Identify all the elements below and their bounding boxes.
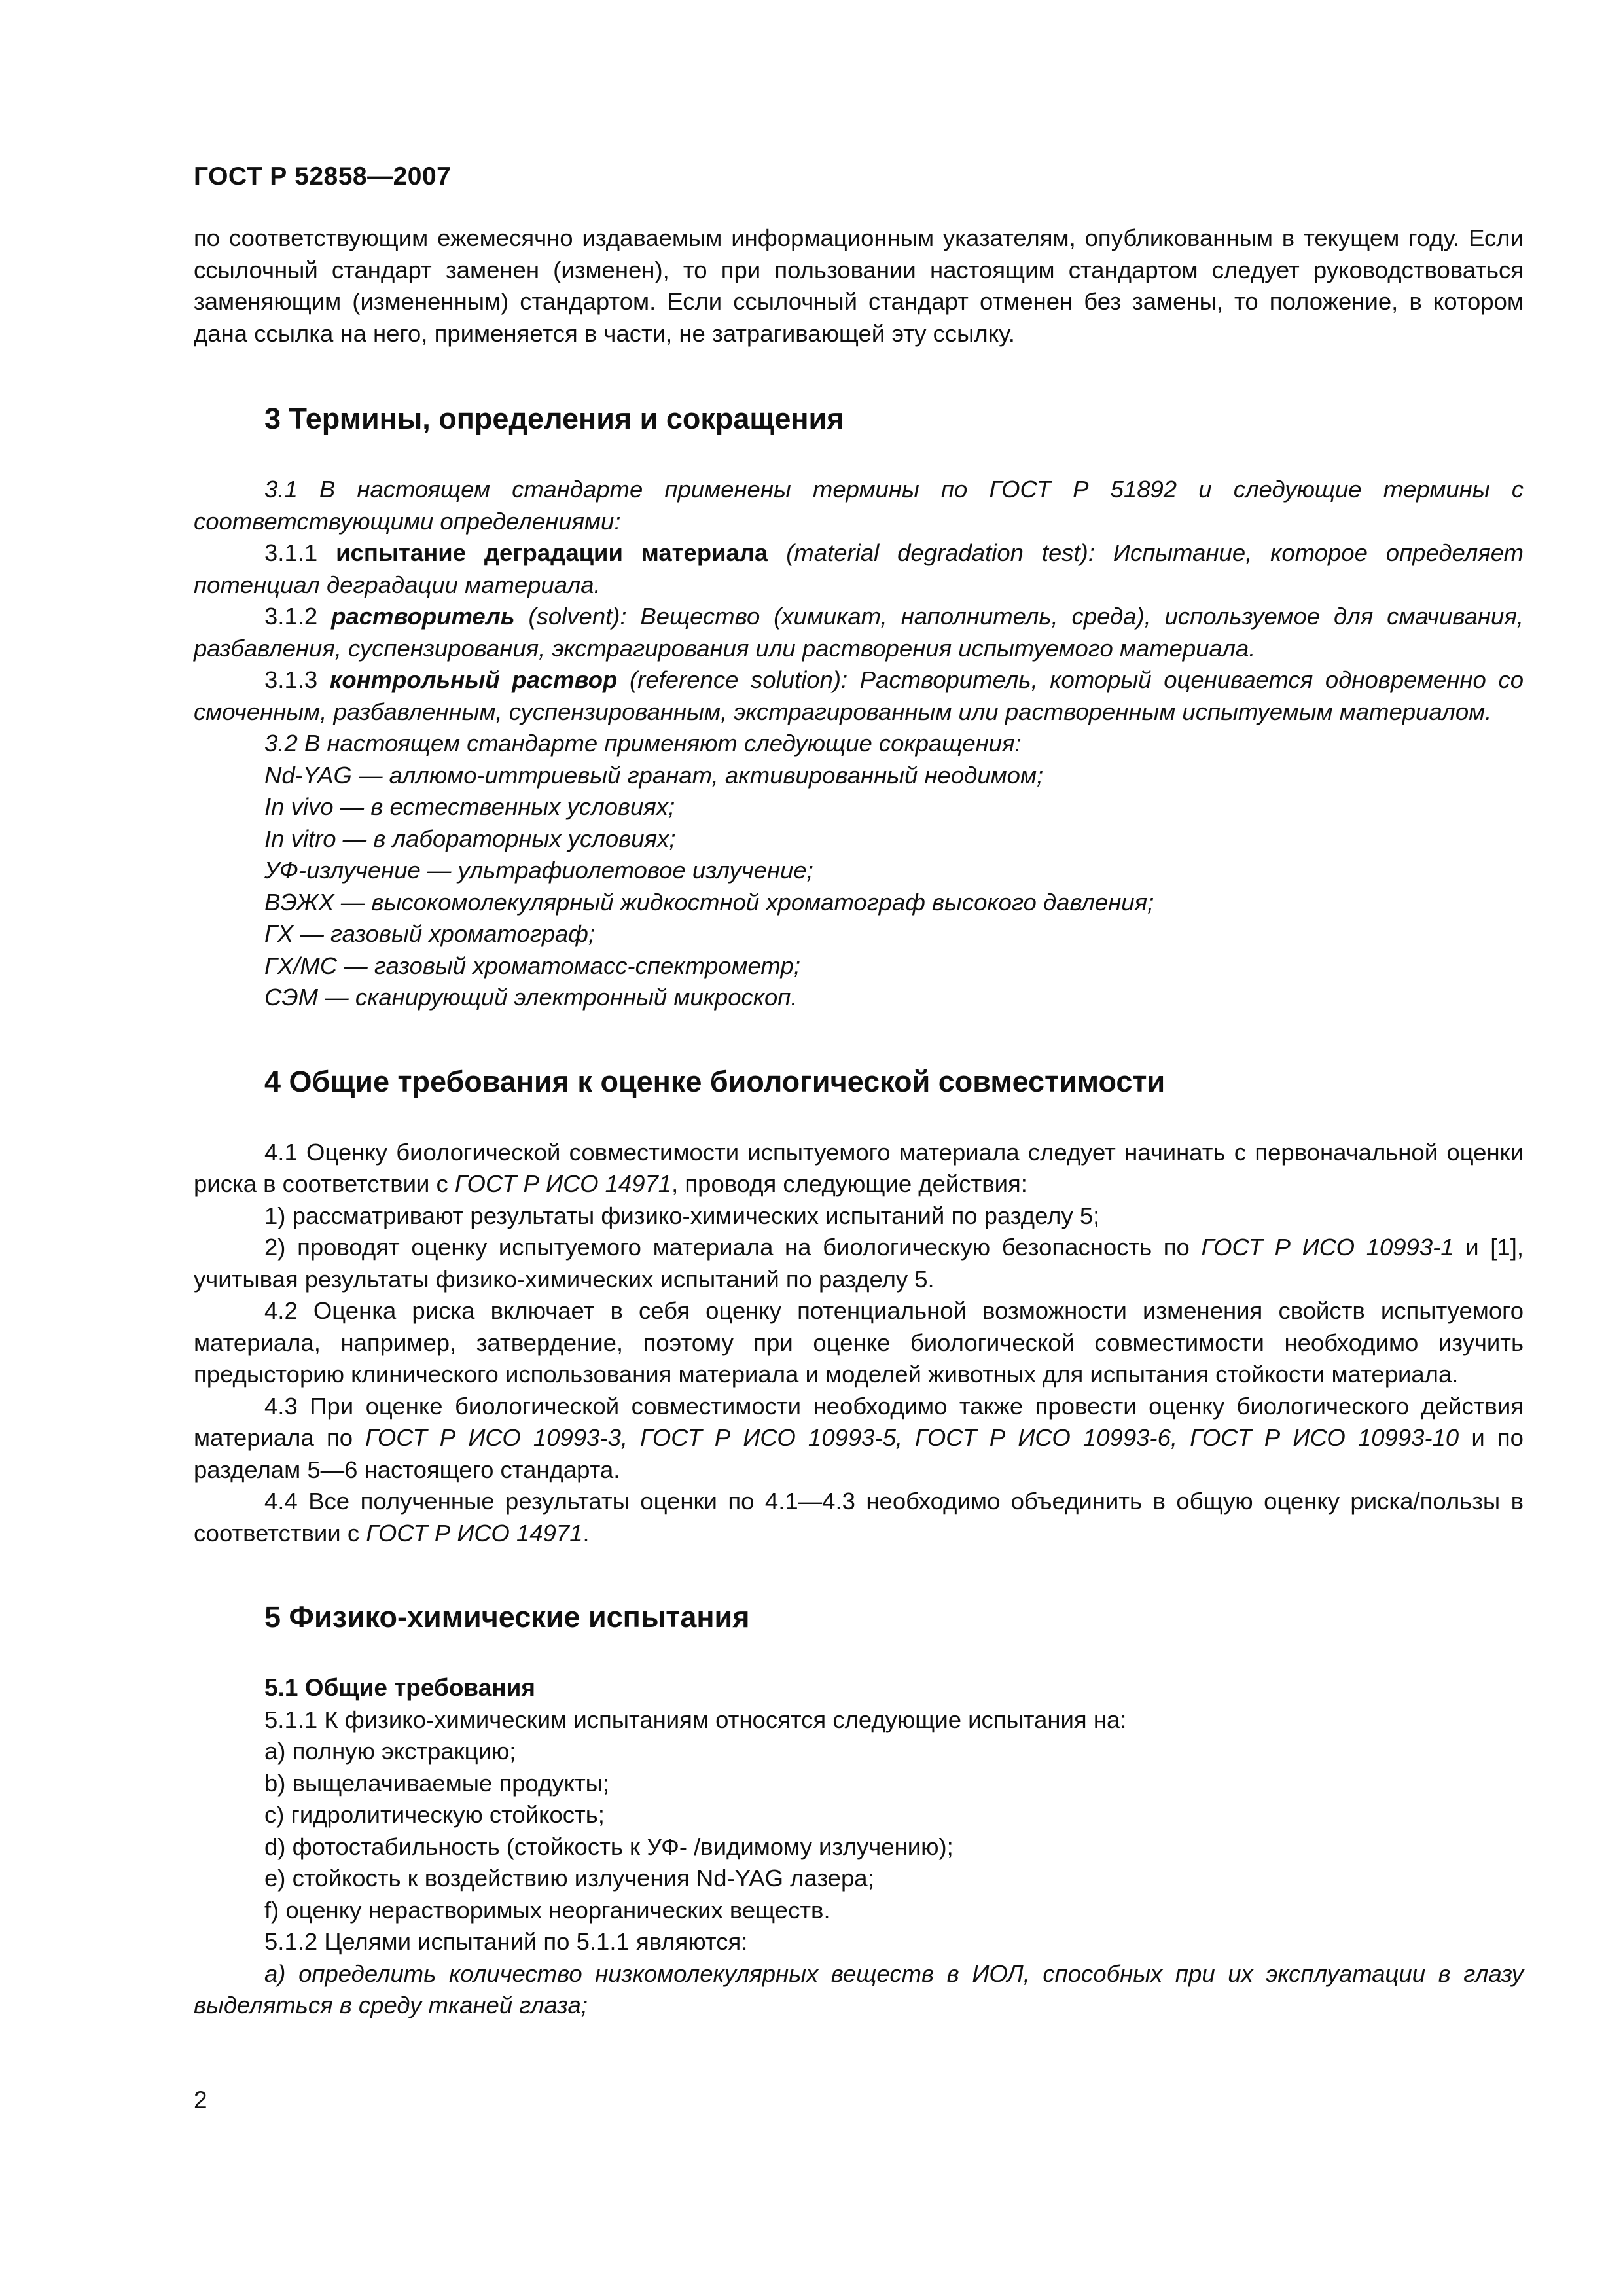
clause-3-1-2	[194, 601, 1524, 664]
abbreviation-list	[194, 760, 1524, 1014]
term: растворитель	[331, 603, 515, 630]
clause-5-1-1: 5.1.1 К физико-химическим испытаниям относятся следующие испытания на:	[264, 1706, 1127, 1733]
clause-text: 4.3 При оценке биологической совместимости необходимо также провести оценку биологического действия материала по	[194, 1392, 1524, 1451]
list-item: e) стойкость к воздействию излучения Nd-YAG лазера;	[264, 1865, 874, 1892]
list-item: УФ-излучение — ультрафиолетовое излучение;	[264, 857, 813, 884]
clause-4-2: 4.2 Оценка риска включает в себя оценку потенциальной возможности изменения свойств испытуемого материала, например, затвердение, поэтому при оценке биологической совместимости необходимо изучить предысторию клинического использования материала и моделей животных для испытания стойкости материала.	[194, 1297, 1524, 1388]
clause-text: и по разделам 5—6 настоящего стандарта.	[194, 1424, 1524, 1483]
list-item: f) оценку нерастворимых неорганических веществ.	[264, 1896, 830, 1924]
standard-reference: ГОСТ Р ИСО 10993-3, ГОСТ Р ИСО 10993-5, ГОСТ Р ИСО 10993-6, ГОСТ Р ИСО 10993-10	[365, 1424, 1459, 1451]
list-item: b) выщелачиваемые продукты;	[264, 1769, 610, 1797]
section-3-heading: 3 Термины, определения и сокращения	[264, 402, 844, 435]
clause-text: 4.1 Оценку биологической совместимости испытуемого материала следует начинать с первоначальной оценки риска в соответствии с	[194, 1138, 1524, 1197]
intro-paragraph: по соответствующим ежемесячно издаваемым информационным указателям, опубликованным в текущем году. Если ссылочный стандарт заменен (изменен), то при пользовании настоящим стандартом следует руководствоваться заменяющим (измененным) стандартом. Если ссылочный стандарт отменен без замены, то положение, в котором дана ссылка на него, применяется в части, не затрагивающей эту ссылку.	[194, 224, 1524, 347]
clause-3-1-1	[194, 537, 1524, 601]
list-item: a) полную экстракцию;	[264, 1738, 516, 1765]
clause-text: 2) проводят оценку испытуемого материала на биологическую безопасность по	[264, 1234, 1202, 1261]
list-item: Nd-YAG — аллюмо-иттриевый гранат, активированный неодимом;	[264, 761, 1044, 789]
page-number: 2	[194, 2087, 207, 2113]
term-definition: (solvent): Вещество (химикат, наполнитель, среда), используемое для смачивания, разбавления, суспензирования, экстрагирования или растворения испытуемого материала.	[194, 603, 1524, 662]
list-item	[194, 1232, 1524, 1295]
term: испытание деградации материала	[336, 539, 768, 566]
clause-text: 4.4 Все полученные результаты оценки по 4.1—4.3 необходимо объединить в общую оценку риска/пользы в соответствии с	[194, 1488, 1524, 1547]
clause-text: , проводя следующие действия:	[671, 1170, 1027, 1197]
clause-number: 3.1.3	[264, 666, 330, 693]
list-item: In vivo — в естественных условиях;	[264, 793, 675, 820]
list-item: а) определить количество низкомолекулярных веществ в ИОЛ, способных при их эксплуатации в глазу выделяться в среду тканей глаза;	[194, 1960, 1524, 2018]
clause-3-1-3	[194, 664, 1524, 728]
clause-4-4	[194, 1486, 1524, 1549]
clause-3-2: 3.2 В настоящем стандарте применяют следующие сокращения:	[264, 730, 1022, 757]
clause-4-3	[194, 1391, 1524, 1486]
section-4-heading: 4 Общие требования к оценке биологической совместимости	[264, 1064, 1166, 1098]
term-definition: (reference solution): Растворитель, который оценивается одновременно со смоченным, разбавленным, суспензированным, экстрагированным или растворенным испытуемым материалом.	[194, 666, 1524, 725]
list-item: ГХ — газовый хроматограф;	[264, 920, 595, 947]
list-item: СЭМ — сканирующий электронный микроскоп.	[264, 984, 798, 1011]
clause-3-1: 3.1 В настоящем стандарте применены термины по ГОСТ Р 51892 и следующие термины с соответствующими определениями:	[194, 476, 1524, 535]
term: контрольный раствор	[329, 666, 618, 693]
list-item: d) фотостабильность (стойкость к УФ- /видимому излучению);	[264, 1833, 954, 1860]
clause-4-1	[194, 1137, 1524, 1200]
standard-reference: ГОСТ Р ИСО 14971	[366, 1519, 583, 1547]
test-list	[194, 1736, 1524, 1926]
clause-5-1-2: 5.1.2 Целями испытаний по 5.1.1 являются:	[264, 1928, 748, 1955]
clause-number: 3.1.1	[264, 539, 336, 566]
list-item: In vitro — в лабораторных условиях;	[264, 825, 676, 852]
clause-number: 3.1.2	[264, 603, 332, 630]
term-definition: (material degradation test): Испытание, которое определяет потенциал деградации материала.	[194, 539, 1524, 598]
list-item: 1) рассматривают результаты физико-химических испытаний по разделу 5;	[264, 1202, 1100, 1229]
clause-text: .	[582, 1519, 590, 1547]
standard-reference: ГОСТ Р ИСО 10993-1	[1201, 1234, 1454, 1261]
list-item: c) гидролитическую стойкость;	[264, 1801, 605, 1828]
standard-reference: ГОСТ Р ИСО 14971	[454, 1170, 672, 1197]
document-body	[194, 223, 1524, 2022]
section-5-heading: 5 Физико-химические испытания	[264, 1600, 750, 1634]
document-header: ГОСТ Р 52858—2007	[194, 162, 452, 190]
clause-text: и [1], учитывая результаты физико-химических испытаний по разделу 5.	[194, 1234, 1524, 1293]
subsection-5-1-heading: 5.1 Общие требования	[264, 1674, 535, 1701]
list-item: ВЭЖХ — высокомолекулярный жидкостной хроматограф высокого давления;	[264, 888, 1154, 916]
list-item: ГХ/МС — газовый хроматомасс-спектрометр;	[264, 952, 800, 979]
